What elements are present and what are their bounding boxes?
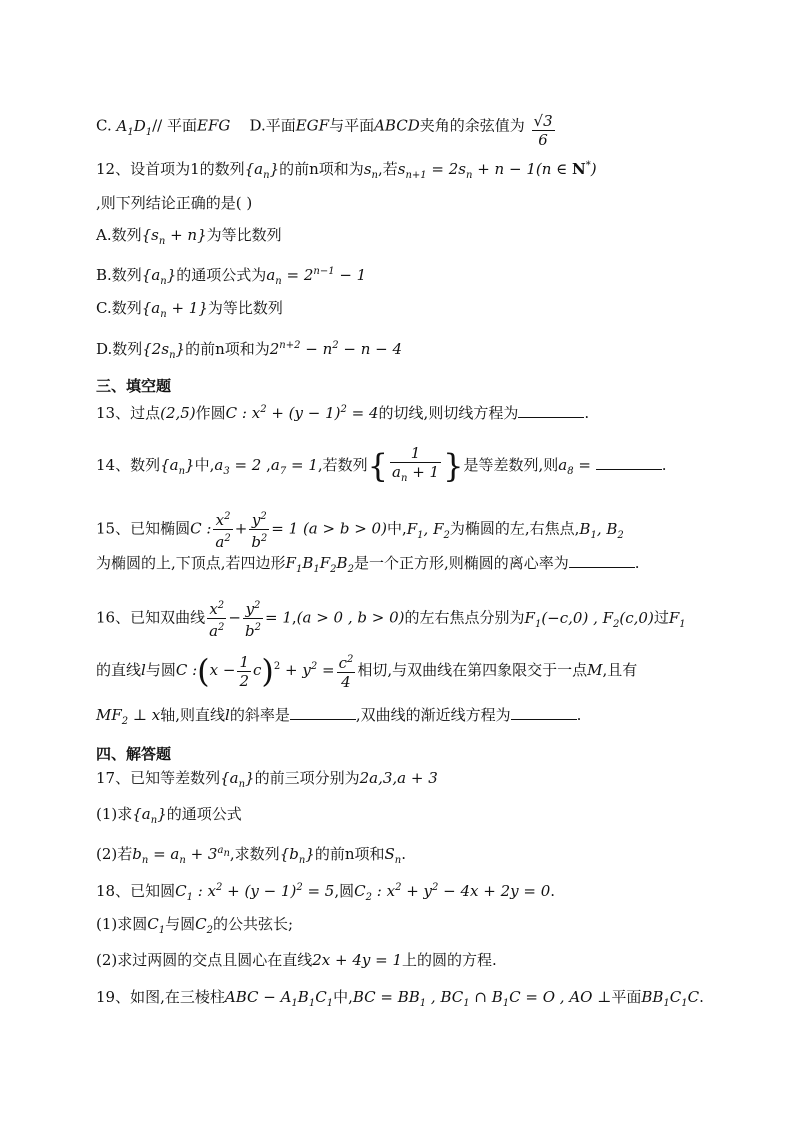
q11-optC-text: 平面 xyxy=(167,116,198,135)
q11-options-cd: C. $A_1D_1//$ 平面EFG D.平面EGF与平面ABCD夹角的余弦值为 $\frac{√3}{6}$ xyxy=(96,112,553,149)
q19-pre: 19、如图,在三棱柱 xyxy=(96,988,225,1006)
q17-sub1-pre: (1)求 xyxy=(96,805,133,823)
q15-pre: 15、已知椭圆 xyxy=(96,519,191,538)
q11-optD-fraction xyxy=(532,112,555,149)
q16-pass: 过 xyxy=(653,608,669,627)
q15-answer-blank[interactable] xyxy=(569,553,635,568)
section-solve-title: 四、解答题 xyxy=(96,745,172,763)
q18-sub2: (2)求过两圆的交点且圆心在直线2x + 4y = 1上的圆的方程. xyxy=(96,951,497,969)
q16-answer-blank-2[interactable] xyxy=(511,705,577,720)
q13-answer-blank[interactable] xyxy=(518,403,584,418)
q14-answer-blank[interactable] xyxy=(596,455,662,470)
q16-line1: 16、已知双曲线 $\frac{x^2}{a^2}$ − $\frac{y^2}{b^2}$ = 1,(a > 0 , b > 0)的左右焦点分别为$F_1(-c,0)$ , $F_2(c,0)$过$F_1$ xyxy=(96,597,674,640)
q17-sub1-post: 的通项公式 xyxy=(166,805,242,823)
q17-sub2: (2)若$b_n = a_n + 3^{a_n}$,求数列$\{b_n\}$的前n项和$S_n$. xyxy=(96,845,407,866)
q12-optB-text: B.数列 xyxy=(96,266,142,284)
q19-mid: 中, xyxy=(333,988,353,1006)
q11-optD-text2: 夹角的余弦值为 xyxy=(419,116,525,135)
q15-line2: 为椭圆的上,下顶点,若四边形$F_1B_1F_2B_2$是一个正方形,则椭圆的离心率为 . xyxy=(96,554,640,575)
q15-mid: 中, xyxy=(386,519,407,538)
q17-sub1: (1)求$\{a_n\}$的通项公式 xyxy=(96,805,242,826)
q12-stem: 12、设首项为1的数列$\{a_n\}$的前n项和为$s_n$,若$s_{n+1} = 2s_n + n - 1(n$ ∈ N*) xyxy=(96,160,597,181)
q16-frac-c: $\frac{c^2}{4}$ xyxy=(337,651,356,691)
q15-end: . xyxy=(634,554,640,572)
q17-sub2-mid: ,求数列 xyxy=(229,845,280,863)
q18-sub2-post: 上的圆的方程. xyxy=(402,951,497,969)
q17-sub2-pre: (2)若 xyxy=(96,845,133,863)
q18-stem: 18、已知圆$C_1$ : $x^2 + (y - 1)^2 = 5$,圆$C_2$ : $x^2 + y^2 - 4x + 2y = 0$. xyxy=(96,882,556,903)
q16-line3: $MF_2$ ⊥ x轴,则直线l的斜率是 ,双曲线的渐近线方程为 . xyxy=(96,706,582,727)
q14-mid2: ,若数列 xyxy=(317,456,368,474)
q18-sub1-pre: (1)求圆 xyxy=(96,915,148,933)
q17-pre: 17、已知等差数列 xyxy=(96,769,221,787)
q16-cond: 的左右焦点分别为 xyxy=(404,608,525,627)
q12-optA-tail: 为等比数列 xyxy=(206,226,282,244)
q11-optD-label: D.平面 xyxy=(249,116,296,135)
q16-line2-mid: 与圆 xyxy=(145,661,176,679)
q18-pre: 18、已知圆 xyxy=(96,882,176,900)
q16-answer-blank-1[interactable] xyxy=(290,705,356,720)
q17-mid: 的前三项分别为 xyxy=(254,769,360,787)
q18-end: . xyxy=(550,882,556,900)
q16-frac-x: $\frac{x^2}{a^2}$ xyxy=(207,597,226,640)
q13-post: 的切线,则切线方程为 xyxy=(378,404,519,422)
q19-stem: 19、如图,在三棱柱ABC − $A_1B_1C_1$中$,BC = BB_1$ , $BC_1$ ∩ $B_1C = O$ , AO ⊥平面$BB_1C_1C$. xyxy=(96,988,704,1009)
q11-frac-den: 6 xyxy=(538,131,548,149)
q13-end: . xyxy=(584,404,590,422)
q12-optC: C.数列$\{a_n + 1\}$为等比数列 xyxy=(96,299,283,320)
q16-frac-half: $\frac{1}{2}$ xyxy=(239,652,249,690)
q14-end: . xyxy=(661,456,667,474)
q18-sub1-post: 的公共弦长; xyxy=(212,915,294,933)
q18-mid: ,圆 xyxy=(334,882,355,900)
q16-line2: 的直线l与圆C :(x − $\frac{1}{2}$ $c)^2 + y^2$ = $\frac{c^2}{4}$ 相切,与双曲线在第四象限交于一点M,且有 xyxy=(96,652,638,691)
q11-optD-text1: 与平面 xyxy=(329,116,375,135)
q12-optD-text: D.数列 xyxy=(96,340,143,358)
q17-sub2-post: 的前n项和 xyxy=(314,845,385,863)
q12-stem-tail: ,则下列结论正确的是( ) xyxy=(96,194,253,212)
q18-sub1-mid: 与圆 xyxy=(165,915,196,933)
q16-line2-post: 相切,与双曲线在第四象限交于一点 xyxy=(357,661,588,679)
q14-pre: 14、数列 xyxy=(96,456,161,474)
q15-mid2: 为椭圆的左,右焦点, xyxy=(449,519,580,538)
q12-optD-mid: 的前n项和为 xyxy=(185,340,270,358)
q14-fraction: $\frac{1}{a_n + 1}$ xyxy=(392,444,440,484)
q12-optC-text: C.数列 xyxy=(96,299,142,317)
q12-optA: A.数列$\{s_n + n\}$为等比数列 xyxy=(96,226,282,247)
q12-optD: D.数列$\{2s_n\}$的前n项和为$2^{n+2} - n^2 - n - 4$ xyxy=(96,340,403,361)
q13-mid: 作圆 xyxy=(195,404,226,422)
q18-sub1: (1)求圆$C_1$与圆$C_2$的公共弦长; xyxy=(96,915,294,936)
q12-stem-cond: ,若 xyxy=(377,160,398,178)
q11-frac-num: √3 xyxy=(533,112,553,130)
q14: 14、数列$\{a_n\}$中$,a_3 = 2$ $,a_7 = 1$,若数列{ $\frac{1}{a_n + 1}$ }是等差数列,则$a_8$ = . xyxy=(96,444,674,484)
q19-end: . xyxy=(699,988,704,1006)
q12-optB-mid: 的通项公式为 xyxy=(176,266,267,284)
q16-line3-axis: 轴,则直线 xyxy=(160,706,226,724)
q14-mid3: 是等差数列,则 xyxy=(463,456,559,474)
q16-frac-y: $\frac{y^2}{b^2}$ xyxy=(243,597,263,640)
q12-optA-text: A.数列 xyxy=(96,226,142,244)
q15-frac-y: $\frac{y^2}{b^2}$ xyxy=(249,508,269,551)
q12-optC-tail: 为等比数列 xyxy=(207,299,283,317)
q15-line2-pre: 为椭圆的上,下顶点,若四边形 xyxy=(96,554,286,572)
q16-line2-end: ,且有 xyxy=(602,661,638,679)
q15-line2-mid: 是一个正方形,则椭圆的离心率为 xyxy=(353,554,569,572)
q13: 13、过点(2,5)作圆C : $x^2 + (y - 1)^2 = 4$的切线,则切线方程为 . xyxy=(96,404,590,422)
q17-stem: 17、已知等差数列$\{a_n\}$的前三项分别为2a,3,a + 3 xyxy=(96,769,438,790)
q14-mid1: 中, xyxy=(194,456,215,474)
q15-frac-x: $\frac{x^2}{a^2}$ xyxy=(213,508,232,551)
q16-pre: 16、已知双曲线 xyxy=(96,608,206,627)
q18-sub2-pre: (2)求过两圆的交点且圆心在直线 xyxy=(96,951,313,969)
q12-stem-prefix: 12、设首项为1的数列 xyxy=(96,160,245,178)
q16-line3-post: ,双曲线的渐近线方程为 xyxy=(355,706,511,724)
q11-optC-label: C. xyxy=(96,116,112,135)
q17-sub2-end: . xyxy=(401,845,407,863)
q12-stem-mid: 的前n项和为 xyxy=(279,160,364,178)
q19-plane: 平面 xyxy=(611,988,642,1006)
q16-end: . xyxy=(576,706,582,724)
q15-line1: 15、已知椭圆C : $\frac{x^2}{a^2}$ + $\frac{y^2}{b^2}$ = 1 (a > b > 0)中$,F_1$, $F_2$为椭圆的左,右焦点$,B_1$, $B_2$ xyxy=(96,508,674,551)
q16-line2-pre: 的直线 xyxy=(96,661,142,679)
q12-optB: B.数列$\{a_n\}$的通项公式为$a_n = 2^{n-1} - 1$ xyxy=(96,266,367,287)
section-fill-in-title: 三、填空题 xyxy=(96,377,172,395)
q16-line3-mid: 的斜率是 xyxy=(229,706,290,724)
q13-pre: 13、过点 xyxy=(96,404,161,422)
